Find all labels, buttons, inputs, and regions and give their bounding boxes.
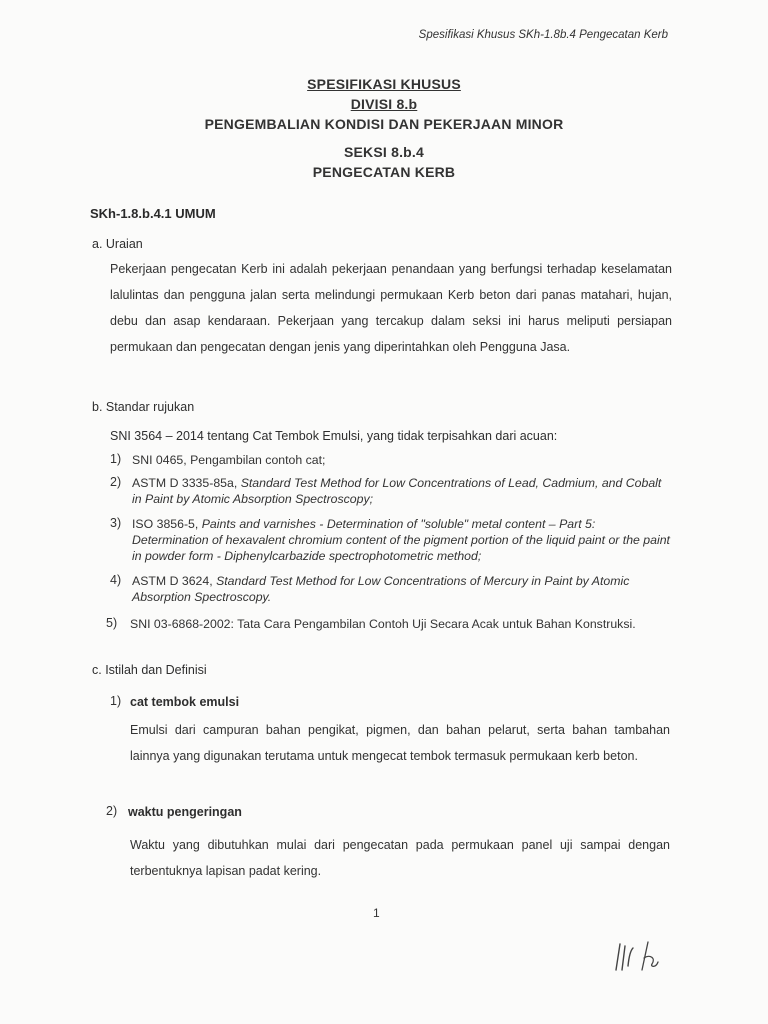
title-divisi: DIVISI 8.b <box>350 96 418 112</box>
running-header: Spesifikasi Khusus SKh-1.8b.4 Pengecatan Kerb <box>418 29 668 41</box>
term-definition: Waktu yang dibutuhkan mulai dari pengecatan pada permukaan panel uji sampai dengan terbentuknya lapisan padat kering. <box>130 838 670 878</box>
subsection-c-label: c. Istilah dan Definisi <box>92 663 207 677</box>
page-number: 1 <box>373 906 380 920</box>
term-number: 2) <box>106 804 118 818</box>
subsection-a-paragraph: Pekerjaan pengecatan Kerb ini adalah pekerjaan penandaan yang berfungsi terhadap keselamatan lalulintas dan pengguna jalan serta melindungi permukaan Kerb beton dari panas matahari, hujan, debu dan asap kendaraan. Pekerjaan yang tercakup dalam seksi ini harus meliputi persiapan permukaan dan pengecatan dengan jenis yang diperintahkan oleh Pengguna Jasa. <box>110 262 672 354</box>
term-number: 1) <box>110 694 122 708</box>
reference-number: 5) <box>106 616 118 630</box>
standards-intro: SNI 3564 – 2014 tentang Cat Tembok Emulsi, yang tidak terpisahkan dari acuan: <box>110 429 558 443</box>
term-definition: Emulsi dari campuran bahan pengikat, pigmen, dan bahan pelarut, serta bahan tambahan lainnya yang digunakan terutama untuk mengecat tembok termasuk permukaan kerb beton. <box>130 723 670 763</box>
subsection-a-label: a. Uraian <box>92 237 143 251</box>
term-name: waktu pengeringan <box>128 805 242 819</box>
title-block <box>0 74 768 182</box>
reference-number: 1) <box>110 452 122 466</box>
title-division-name: PENGEMBALIAN KONDISI DAN PEKERJAAN MINOR <box>204 116 564 132</box>
term-name: cat tembok emulsi <box>130 695 240 709</box>
reference-item: SNI 03-6868-2002: Tata Cara Pengambilan Contoh Uji Secara Acak untuk Bahan Konstruksi. <box>130 617 636 631</box>
section-heading: SKh-1.8.b.4.1 UMUM <box>90 206 216 221</box>
signature-initials <box>612 936 672 976</box>
reference-item: ASTM D 3335-85a, Standard Test Method for Low Concentrations of Lead, Cadmium, and Cobalt in Paint by Atomic Absorption Spectroscopy; <box>132 476 662 506</box>
subsection-b-label: b. Standar rujukan <box>92 400 195 414</box>
reference-number: 2) <box>110 475 122 489</box>
reference-number: 3) <box>110 516 122 530</box>
reference-number: 4) <box>110 573 122 587</box>
reference-item: SNI 0465, Pengambilan contoh cat; <box>132 453 326 467</box>
title-seksi: SEKSI 8.b.4 <box>343 144 424 160</box>
title-section-name: PENGECATAN KERB <box>312 164 456 180</box>
reference-item: ISO 3856-5, Paints and varnishes - Determination of "soluble" metal content – Part 5: Determination of hexavalent chromium content of the pigment portion of the liquid paint or the paint in powder form - Diphenylcarbazide spectrophotometric method; <box>132 517 670 563</box>
reference-item: ASTM D 3624, Standard Test Method for Low Concentrations of Mercury in Paint by Atomic Absorption Spectroscopy. <box>132 574 630 604</box>
title-spesifikasi: SPESIFIKASI KHUSUS <box>307 76 461 92</box>
